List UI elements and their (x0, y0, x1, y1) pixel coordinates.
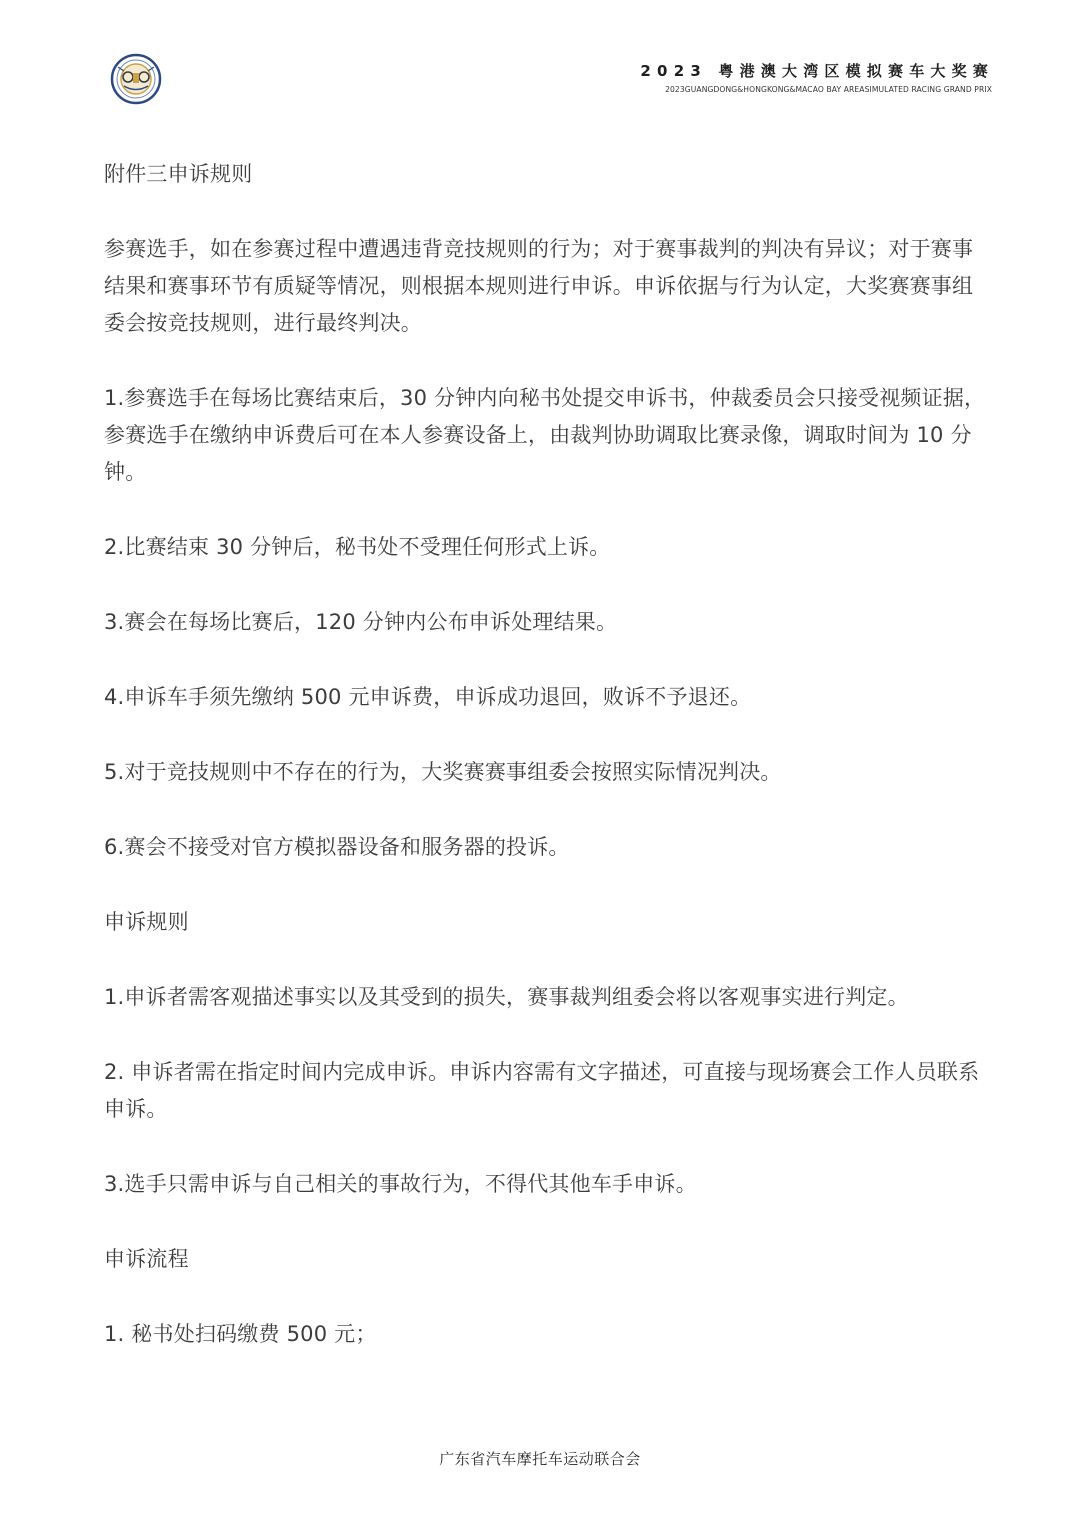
section-heading-appeal-rules: 申诉规则 (104, 910, 189, 934)
header-title: 2023 粤港澳大湾区模拟赛车大奖赛 (640, 62, 994, 80)
rule-item-4: 4.申诉车手须先缴纳 500 元申诉费，申诉成功退回，败诉不予退还。 (104, 685, 752, 709)
section-heading-appeal-process: 申诉流程 (104, 1247, 189, 1271)
footer-organization: 广东省汽车摩托车运动联合会 (439, 1450, 641, 1468)
rule-item-6: 6.赛会不接受对官方模拟器设备和服务器的投诉。 (104, 835, 570, 859)
rule-item-5: 5.对于竞技规则中不存在的行为，大奖赛赛事组委会按照实际情况判决。 (104, 760, 782, 784)
appeal-rule-item-1: 1.申诉者需客观描述事实以及其受到的损失，赛事裁判组委会将以客观事实进行判定。 (104, 985, 909, 1009)
rule-item-3: 3.赛会在每场比赛后，120 分钟内公布申诉处理结果。 (104, 610, 618, 634)
section-heading-appendix: 附件三申诉规则 (104, 162, 253, 186)
document-body (104, 156, 994, 1391)
intro-paragraph: 参赛选手，如在参赛过程中遭遇违背竞技规则的行为；对于赛事裁判的判决有异议；对于赛事结果和赛事环节有质疑等情况，则根据本规则进行申诉。申诉依据与行为认定，大奖赛赛事组委会按竞技规则，进行最终判决。 (104, 237, 974, 335)
rule-item-1: 1.参赛选手在每场比赛结束后，30 分钟内向秘书处提交申诉书，仲裁委员会只接受视频证据，参赛选手在缴纳申诉费后可在本人参赛设备上，由裁判协助调取比赛录像，调取时间为 10 分钟。 (104, 386, 986, 484)
page-header (0, 0, 1080, 120)
racing-emblem-icon (106, 53, 166, 105)
appeal-rule-item-3: 3.选手只需申诉与自己相关的事故行为，不得代其他车手申诉。 (104, 1172, 697, 1196)
process-item-1: 1. 秘书处扫码缴费 500 元； (104, 1322, 377, 1346)
appeal-rule-item-2: 2. 申诉者需在指定时间内完成申诉。申诉内容需有文字描述，可直接与现场赛会工作人员联系申诉。 (104, 1060, 980, 1121)
rule-item-2: 2.比赛结束 30 分钟后，秘书处不受理任何形式上诉。 (104, 535, 611, 559)
header-subtitle: 2023GUANGDONG&HONGKONG&MACAO BAY AREASIMULATED RACING GRAND PRIX (665, 85, 992, 94)
